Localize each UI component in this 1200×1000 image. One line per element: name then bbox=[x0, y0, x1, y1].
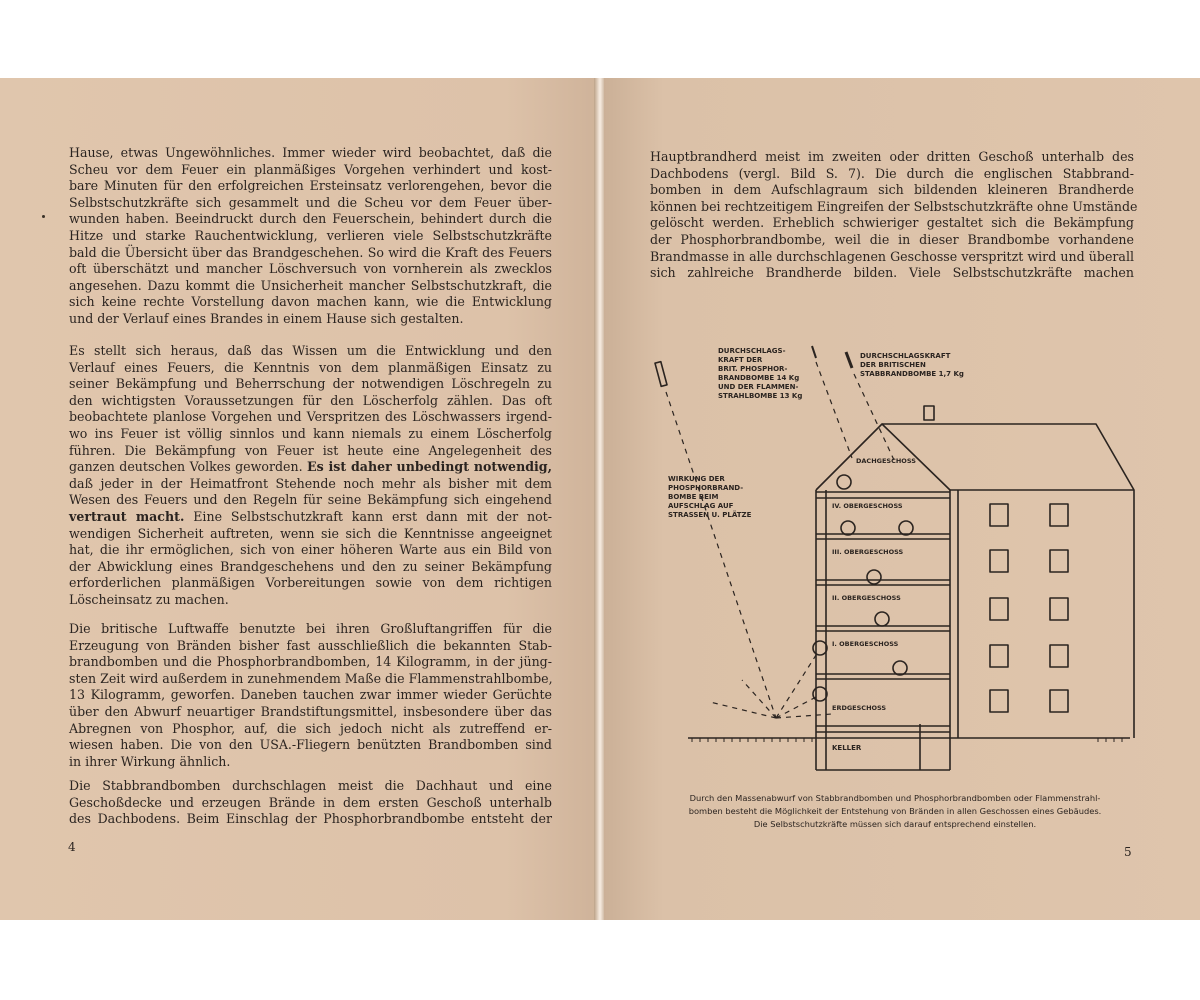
text-line: Es stellt sich heraus, daß das Wissen um die Entwicklung und den bbox=[69, 343, 552, 358]
text-line: können bei rechtzeitigem Eingreifen der Selbstschutzkräfte ohne Umstände bbox=[650, 198, 1138, 214]
text-line: führen. Die Bekämpfung von Feuer ist heute eine Angelegenheit des bbox=[69, 442, 552, 458]
text-line: Dachbodens (vergl. Bild S. 7). Die durch die englischen Stabbrand- bbox=[650, 165, 1134, 181]
label-phosphor-strike-2: BRIT. PHOSPHOR- bbox=[718, 365, 788, 373]
text-line: den wichtigsten Voraussetzungen für den Löscherfolg zählen. Das oft bbox=[69, 392, 552, 408]
figure-caption bbox=[645, 792, 1145, 831]
paragraph-5 bbox=[650, 149, 1138, 282]
stab-bomb-icon bbox=[812, 346, 816, 358]
page-number-right: 5 bbox=[1124, 845, 1132, 859]
text-line: brandbomben und die Phosphorbrandbomben, 14 Kilogramm, in der jüng- bbox=[69, 654, 552, 670]
label-street-impact-2: BOMBE BEIM bbox=[668, 493, 719, 501]
text-line: der Abwicklung eines Brandgeschehens und den zu seiner Bekämpfung bbox=[69, 558, 552, 574]
label-phosphor-strike-5: STRAHLBOMBE 13 Kg bbox=[718, 392, 803, 400]
text-line: beobachtete planlose Vorgehen und Verspritzen des Löschwassers irgend- bbox=[69, 409, 552, 425]
label-stab-strike-1: DER BRITISCHEN bbox=[860, 361, 926, 369]
text-line: sich keine rechte Vorstellung davon machen kann, wie die Entwicklung bbox=[69, 294, 552, 310]
phosphor-bomb-icon bbox=[655, 362, 667, 387]
text-line: der Phosphorbrandbombe, weil die in dieser Brandbombe vorhandene bbox=[650, 231, 1134, 247]
emphasis-line: daß jeder in der Heimatfront Stehende noch mehr als bisher mit dem bbox=[69, 475, 552, 491]
chimney bbox=[924, 406, 934, 420]
label-street-impact-3: AUFSCHLAG AUF bbox=[668, 502, 734, 510]
page-speck bbox=[42, 215, 45, 218]
emphasis-run: vertraut macht. bbox=[69, 508, 185, 524]
svg-text:WIRKUNG DERPHOSPHORBRAND-BOMBE bbox=[668, 475, 752, 519]
text-line: angesehen. Dazu kommt die Unsicherheit mancher Selbstschutzkraft, die bbox=[69, 277, 552, 293]
text-line: in ihrer Wirkung ähnlich. bbox=[69, 753, 231, 769]
paragraph-1 bbox=[69, 145, 552, 328]
text-line: bomben in dem Aufschlagraum sich bildenden kleineren Brandherde bbox=[650, 182, 1134, 198]
paragraph-3 bbox=[69, 621, 552, 770]
text-line: Löscheinsatz zu machen. bbox=[69, 591, 229, 607]
stab-bomb-icon bbox=[846, 352, 852, 368]
text-line: seiner Bekämpfung und Beherrschung der notwendigen Löschregeln zu bbox=[69, 376, 552, 392]
emphasis-run: Es ist daher unbedingt notwendig, bbox=[307, 459, 553, 475]
paragraph-2 bbox=[69, 343, 552, 609]
text-run: ganzen deutschen Volkes geworden. bbox=[69, 459, 303, 475]
text-line: des Dachbodens. Beim Einschlag der Phosphorbrandbombe entsteht der bbox=[69, 811, 552, 827]
text-line: bald die Übersicht über das Brandgeschehen. So wird die Kraft des Feuers bbox=[69, 244, 552, 260]
text-line: sten Zeit wird außerdem in zunehmendem Maße die Flammenstrahlbombe, bbox=[69, 670, 553, 686]
caption-line: bomben besteht die Möglichkeit der Entstehung von Bränden in allen Geschossen eines Gebäudes. bbox=[688, 806, 1102, 816]
label-phosphor-strike-4: UND DER FLAMMEN- bbox=[718, 383, 799, 391]
text-line: hat, die ihr ermöglichen, sich von einer höheren Warte aus ein Bild von bbox=[69, 542, 552, 558]
building-fire-diagram bbox=[650, 340, 1140, 805]
text-line: Die britische Luftwaffe benutzte bei ihren Großluftangriffen für die bbox=[69, 621, 552, 636]
text-line: Die Stabbrandbomben durchschlagen meist die Dachhaut und eine bbox=[69, 778, 552, 793]
floor-label-dachgeschoss: DACHGESCHOSS bbox=[856, 457, 916, 465]
text-line: Hitze und starke Rauchentwicklung, verlieren viele Selbstschutzkräfte bbox=[69, 227, 552, 243]
page-number-left: 4 bbox=[68, 840, 76, 854]
text-line: Geschoßdecke und erzeugen Brände in dem ersten Geschoß unterhalb bbox=[69, 794, 552, 810]
text-line: wo ins Feuer ist völlig sinnlos und kann niemals zu einem Löscherfolg bbox=[69, 425, 552, 441]
text-line: wiesen haben. Die von den USA.-Fliegern benützten Brandbomben sind bbox=[69, 737, 552, 753]
left-page bbox=[0, 78, 596, 920]
label-stab-strike-0: DURCHSCHLAGSKRAFT bbox=[860, 352, 951, 360]
floor-label-ground: ERDGESCHOSS bbox=[832, 704, 887, 712]
floor-label-3: III. OBERGESCHOSS bbox=[832, 548, 904, 556]
text-line: Selbstschutzkräfte sich gesammelt und die Scheu vor dem Feuer über- bbox=[69, 194, 552, 210]
text-line: Brandmasse in alle durchschlagenen Geschosse verspritzt wird und überall bbox=[650, 248, 1134, 264]
svg-text:DURCHSCHLAGS-KRAFT DERBRIT. PH bbox=[718, 347, 802, 400]
text-line-mixed bbox=[69, 509, 552, 526]
text-line: gelöscht werden. Erheblich schwieriger gestaltet sich die Bekämpfung bbox=[650, 215, 1134, 231]
text-line: über den Abwurf neuartiger Brandstiftungsmittel, insbesondere über das bbox=[69, 703, 552, 719]
text-line: Verlauf eines Feuers, die Kenntnis von dem planmäßigen Einsatz zu bbox=[69, 359, 552, 375]
text-line: Erzeugung von Bränden bisher fast ausschließlich die bekannten Stab- bbox=[69, 637, 552, 653]
emphasis-line: Wesen des Feuers und den Regeln für seine Bekämpfung sich eingehend bbox=[69, 492, 552, 508]
floor-label-cellar: KELLER bbox=[832, 744, 862, 752]
text-line: und der Verlauf eines Brandes in einem Hause sich gestalten. bbox=[69, 310, 464, 326]
label-street-impact-4: STRASSEN U. PLÄTZE bbox=[668, 511, 752, 519]
label-phosphor-strike-0: DURCHSCHLAGS- bbox=[718, 347, 786, 355]
text-line-mixed bbox=[69, 459, 552, 476]
paragraph-4 bbox=[69, 778, 552, 828]
caption-line: Die Selbstschutzkräfte müssen sich darauf entsprechend einstellen. bbox=[753, 819, 1037, 829]
svg-text:DURCHSCHLAGSKRAFTDER BRITISCHE bbox=[860, 352, 964, 378]
label-street-impact-0: WIRKUNG DER bbox=[668, 475, 725, 483]
label-stab-strike-2: STABBRANDBOMBE 1,7 Kg bbox=[860, 370, 964, 378]
text-line: Hauptbrandherd meist im zweiten oder dritten Geschoß unterhalb des bbox=[650, 149, 1134, 164]
label-phosphor-strike-3: BRANDBOMBE 14 Kg bbox=[718, 374, 800, 382]
text-line: 13 Kilogramm, geworfen. Daneben tauchen zwar immer wieder Gerüchte bbox=[69, 687, 552, 703]
text-line: bare Minuten für den erfolgreichen Ersteinsatz verlorengehen, bevor die bbox=[69, 178, 552, 194]
text-line: Hause, etwas Ungewöhnliches. Immer wieder wird beobachtet, daß die bbox=[69, 145, 552, 160]
floor-label-4: IV. OBERGESCHOSS bbox=[832, 502, 903, 510]
text-line: wendigen Sicherheit auftreten, wenn sie sich die Kenntnisse angeeignet bbox=[69, 525, 552, 541]
bomb-trajectories bbox=[666, 362, 894, 718]
text-line: wunden haben. Beeindruckt durch den Feuerschein, behindert durch die bbox=[69, 211, 552, 227]
label-street-impact-1: PHOSPHORBRAND- bbox=[668, 484, 744, 492]
text-line: Scheu vor dem Feuer ein planmäßiges Vorgehen verhindert und kost- bbox=[69, 161, 552, 177]
text-line: erforderlichen planmäßigen Vorbereitungen sowie von dem richtigen bbox=[69, 575, 552, 591]
text-run: Eine Selbstschutzkraft kann erst dann mit der not- bbox=[193, 508, 552, 524]
label-phosphor-strike-1: KRAFT DER bbox=[718, 356, 763, 364]
text-line: Abregnen von Phosphor, auf, die sich jedoch nicht als zutreffend er- bbox=[69, 720, 552, 736]
floor-label-2: II. OBERGESCHOSS bbox=[832, 594, 901, 602]
caption-line: Durch den Massenabwurf von Stabbrandbomben und Phosphorbrandbomben oder Flammenstrahl- bbox=[689, 793, 1101, 803]
floor-label-1: I. OBERGESCHOSS bbox=[832, 640, 899, 648]
text-line: sich zahlreiche Brandherde bilden. Viele Selbstschutzkräfte machen bbox=[650, 265, 1134, 281]
text-line: oft überschätzt und mancher Löschversuch von vornherein als zwecklos bbox=[69, 261, 552, 277]
side-windows bbox=[990, 504, 1068, 712]
